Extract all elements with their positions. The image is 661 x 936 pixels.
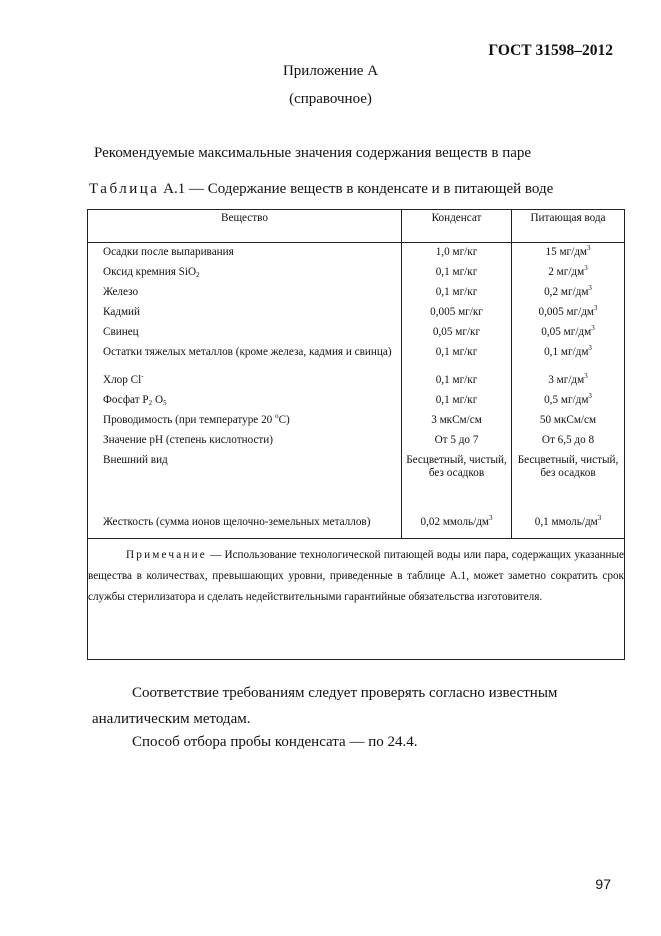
table-row [88,326,625,346]
condensate-value: 0,1 мг/кг [402,374,512,394]
condensate-value: От 5 до 7 [402,434,512,454]
substance-name: Внешний вид [88,454,402,516]
feed-value: 15 $мг/дм^3$ [512,243,625,267]
feed-value: Бесцветный, чистый, без осадков [512,454,625,516]
substance-name: Кадмий [88,306,402,326]
substance-name: Остатки тяжелых металлов (кроме железа, кадмия и свинца) [88,346,402,374]
header-feed-water: Питающая вода [512,210,625,243]
feed-value: 0,5 $мг/дм^3$ [512,394,625,414]
note-text: — Использование технологической питающей воды или пара, содержащих указанные вещества в количествах, превышающих уровни, приведенные в таблице А.1, может заметно сократить срок службы стерилизатора и сделать недействительными гарантийные обязательства изготовителя. [88,549,624,603]
feed-value: 0,2 $мг/дм^3$ [512,286,625,306]
condensate-value: 3 мкСм/см [402,414,512,434]
paragraph-compliance: Соответствие требованиям следует проверять согласно известным аналитическим методам. [92,685,558,727]
condensate-value: 0,1 мг/кг [402,266,512,286]
condensate-value: 0,02 ммоль/$дм^3$ [402,516,512,539]
substance-name: Фосфат $P_2$ $O_5$ [88,394,402,414]
table-caption-label: Таблица [89,181,160,197]
substances-table [87,209,625,660]
substance-name: Осадки после выпаривания [88,243,402,267]
table-row [88,454,625,516]
substance-name: Значение pH (степень кислотности) [88,434,402,454]
feed-value: 3 $мг/дм^3$ [512,374,625,394]
header-substance: Вещество [88,210,402,243]
table-header-row [88,210,625,243]
header-condensate: Конденсат [402,210,512,243]
feed-value: 0,1 $мг/дм^3$ [512,346,625,374]
table-row [88,266,625,286]
standard-number: ГОСТ 31598–2012 [488,42,613,59]
table-row [88,243,625,267]
substance-name: Жесткость (сумма ионов щелочно-земельных металлов) [88,516,402,539]
feed-value: 0,005 $мг/дм^3$ [512,306,625,326]
feed-value: 2 $мг/дм^3$ [512,266,625,286]
condensate-value: 0,1 мг/кг [402,346,512,374]
table-row [88,374,625,394]
substance-name: Проводимость (при температуре 20 $^о$С) [88,414,402,434]
condensate-value: 0,1 мг/кг [402,286,512,306]
condensate-value: 0,005 мг/кг [402,306,512,326]
table-row [88,306,625,326]
section-title: Рекомендуемые максимальные значения содержания веществ в паре [94,145,532,161]
feed-value: 50 мкСм/см [512,414,625,434]
table-caption [89,181,553,198]
appendix-subtitle: (справочное) [289,91,372,107]
table-row [88,346,625,374]
paragraph-sampling: Способ отбора пробы конденсата — по 24.4. [132,734,418,750]
substance-name: Свинец [88,326,402,346]
feed-value: 0,05 $мг/дм^3$ [512,326,625,346]
condensate-value: 0,05 мг/кг [402,326,512,346]
substance-name: Железо [88,286,402,306]
table-caption-text: А.1 — Содержание веществ в конденсате и в питающей воде [163,181,554,197]
substance-name: Оксид кремния SiO$_2$ [88,266,402,286]
table-note [88,539,625,660]
table-note-row [88,539,625,660]
appendix-title: Приложение А [282,63,379,79]
table-row [88,414,625,434]
table-row [88,286,625,306]
condensate-value: Бесцветный, чистый, без осадков [402,454,512,516]
feed-value: От 6,5 до 8 [512,434,625,454]
feed-value: 0,1 ммоль/$дм^3$ [512,516,625,539]
table-row [88,516,625,539]
condensate-value: 1,0 мг/кг [402,243,512,267]
substance-name: Хлор Cl- [88,374,402,394]
page-number: 97 [595,876,611,892]
table-row [88,434,625,454]
condensate-value: 0,1 мг/кг [402,394,512,414]
note-label: Примечание [126,549,207,561]
table-row [88,394,625,414]
